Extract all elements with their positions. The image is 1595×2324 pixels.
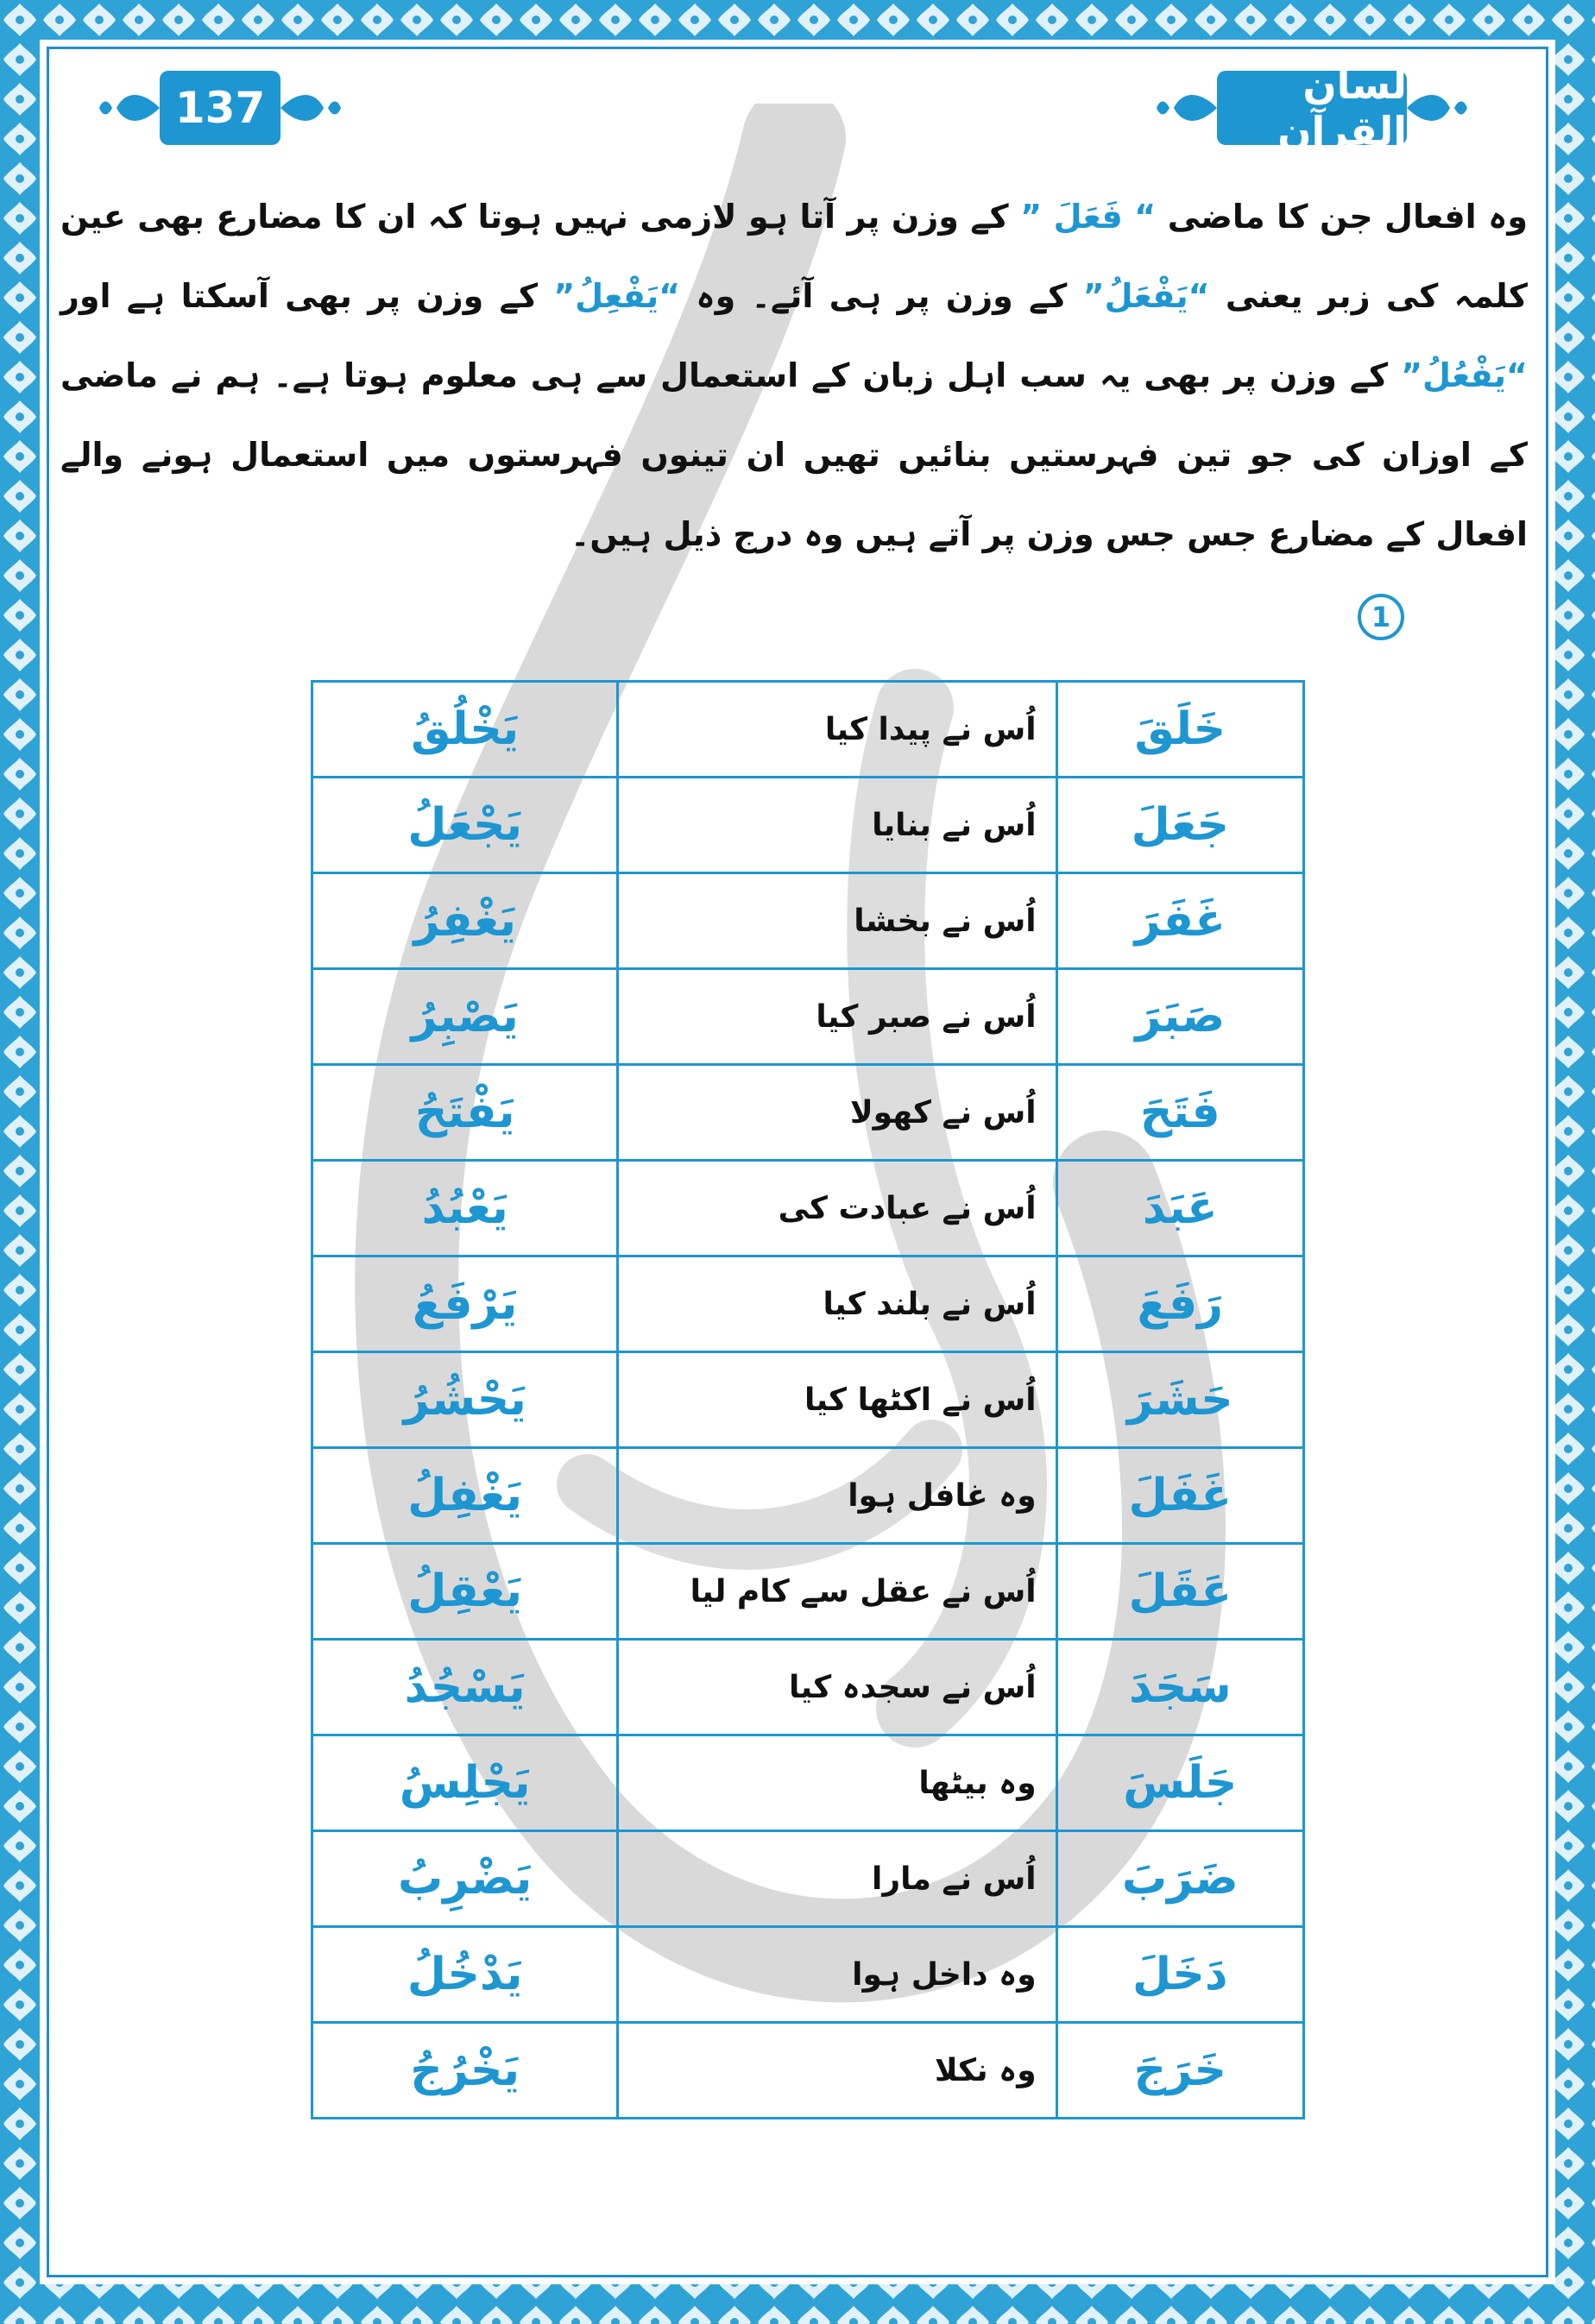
- present-tense-cell: یَعْقِلُ: [312, 1544, 618, 1640]
- meaning-cell: اُس نے پیدا کیا: [618, 682, 1056, 778]
- table-row: [312, 1927, 1304, 2023]
- right-flourish-icon: [1407, 86, 1467, 129]
- table-row: [312, 778, 1304, 873]
- past-tense-cell: عَقَلَ: [1056, 1544, 1303, 1640]
- list-number-marker: 1: [1358, 594, 1404, 640]
- meaning-cell: اُس نے کھولا: [618, 1065, 1056, 1161]
- right-flourish-icon: [281, 86, 341, 129]
- past-tense-cell: حَشَرَ: [1056, 1352, 1303, 1448]
- meaning-cell: وہ داخل ہوا: [618, 1927, 1056, 2023]
- pattern-highlight: “ فَعَلَ ”: [1020, 198, 1157, 236]
- present-tense-cell: یَغْفِرُ: [312, 873, 618, 969]
- table-row: [312, 1448, 1304, 1544]
- book-title: لسان القرآن: [1217, 71, 1407, 145]
- meaning-cell: وہ نکلا: [618, 2023, 1056, 2119]
- meaning-cell: اُس نے بخشا: [618, 873, 1056, 969]
- table-row: [312, 1065, 1304, 1161]
- past-tense-cell: جَعَلَ: [1056, 778, 1303, 873]
- table-row: [312, 1544, 1304, 1640]
- meaning-cell: اُس نے بنایا: [618, 778, 1056, 873]
- table-row: [312, 1735, 1304, 1831]
- present-tense-cell: یَجْعَلُ: [312, 778, 618, 873]
- page-number: 137: [160, 71, 281, 145]
- past-tense-cell: دَخَلَ: [1056, 1927, 1303, 2023]
- past-tense-cell: رَفَعَ: [1056, 1256, 1303, 1352]
- past-tense-cell: غَفَرَ: [1056, 873, 1303, 969]
- present-tense-cell: یَدْخُلُ: [312, 1927, 618, 2023]
- pattern-highlight: “یَفْعِلُ”: [553, 277, 681, 315]
- present-tense-cell: یَغْفِلُ: [312, 1448, 618, 1544]
- pattern-highlight: “یَفْعُلُ”: [1401, 356, 1528, 394]
- past-tense-cell: خَرَجَ: [1056, 2023, 1303, 2119]
- meaning-cell: وہ غافل ہوا: [618, 1448, 1056, 1544]
- present-tense-cell: یَحْشُرُ: [312, 1352, 618, 1448]
- past-tense-cell: غَفَلَ: [1056, 1448, 1303, 1544]
- meaning-cell: اُس نے اکٹھا کیا: [618, 1352, 1056, 1448]
- paragraph-text: کے وزن پر ہی آئے۔ وہ: [680, 277, 1083, 315]
- table-row: [312, 1256, 1304, 1352]
- intro-paragraph: [60, 177, 1528, 574]
- past-tense-cell: ضَرَبَ: [1056, 1831, 1303, 1927]
- paragraph-text: کے وزن پر بھی آسکتا ہے اور: [60, 277, 554, 315]
- table-row: [312, 1161, 1304, 1256]
- past-tense-cell: عَبَدَ: [1056, 1161, 1303, 1256]
- meaning-cell: اُس نے عبادت کی: [618, 1161, 1056, 1256]
- present-tense-cell: یَخْرُجُ: [312, 2023, 618, 2119]
- table-row: [312, 1640, 1304, 1735]
- meaning-cell: اُس نے عقل سے کام لیا: [618, 1544, 1056, 1640]
- present-tense-cell: یَسْجُدُ: [312, 1640, 618, 1735]
- meaning-cell: اُس نے صبر کیا: [618, 969, 1056, 1065]
- table-row: [312, 1831, 1304, 1927]
- left-flourish-icon: [1157, 86, 1217, 129]
- page-number-plate: [121, 66, 319, 152]
- table-row: [312, 682, 1304, 778]
- left-flourish-icon: [99, 86, 160, 129]
- table-row: [312, 969, 1304, 1065]
- meaning-cell: اُس نے بلند کیا: [618, 1256, 1056, 1352]
- paragraph-text: کے وزن پر بھی یہ سب اہل زبان کے استعمال سے ہی معلوم ہوتا ہے۔ ہم نے ماضی کے اوزان کی جو تین فہرستیں بنائیں تھیں ان تینوں فہرستوں میں استعمال ہونے والے افعال کے مضارع جس جس وزن پر آتے ہیں وہ درج ذیل ہیں۔: [60, 356, 1528, 553]
- paragraph-text: کے وزن پر آتا ہو لازمی نہیں ہوتا کہ ان کا مضارع بھی عین کلمہ کی زبر یعنی: [60, 198, 1528, 315]
- present-tense-cell: یَخْلُقُ: [312, 682, 618, 778]
- pattern-highlight: “یَفْعَلُ”: [1082, 277, 1210, 315]
- past-tense-cell: صَبَرَ: [1056, 969, 1303, 1065]
- meaning-cell: اُس نے مارا: [618, 1831, 1056, 1927]
- present-tense-cell: یَصْبِرُ: [312, 969, 618, 1065]
- book-title-plate: [1157, 61, 1467, 154]
- table-row: [312, 2023, 1304, 2119]
- past-tense-cell: جَلَسَ: [1056, 1735, 1303, 1831]
- table-row: [312, 1352, 1304, 1448]
- meaning-cell: اُس نے سجدہ کیا: [618, 1640, 1056, 1735]
- present-tense-cell: یَعْبُدُ: [312, 1161, 618, 1256]
- past-tense-cell: سَجَدَ: [1056, 1640, 1303, 1735]
- present-tense-cell: یَرْفَعُ: [312, 1256, 618, 1352]
- verb-table: [311, 680, 1305, 2119]
- present-tense-cell: یَضْرِبُ: [312, 1831, 618, 1927]
- present-tense-cell: یَجْلِسُ: [312, 1735, 618, 1831]
- paragraph-text: وہ افعال جن کا ماضی: [1156, 198, 1528, 236]
- past-tense-cell: خَلَقَ: [1056, 682, 1303, 778]
- table-row: [312, 873, 1304, 969]
- meaning-cell: وہ بیٹھا: [618, 1735, 1056, 1831]
- present-tense-cell: یَفْتَحُ: [312, 1065, 618, 1161]
- past-tense-cell: فَتَحَ: [1056, 1065, 1303, 1161]
